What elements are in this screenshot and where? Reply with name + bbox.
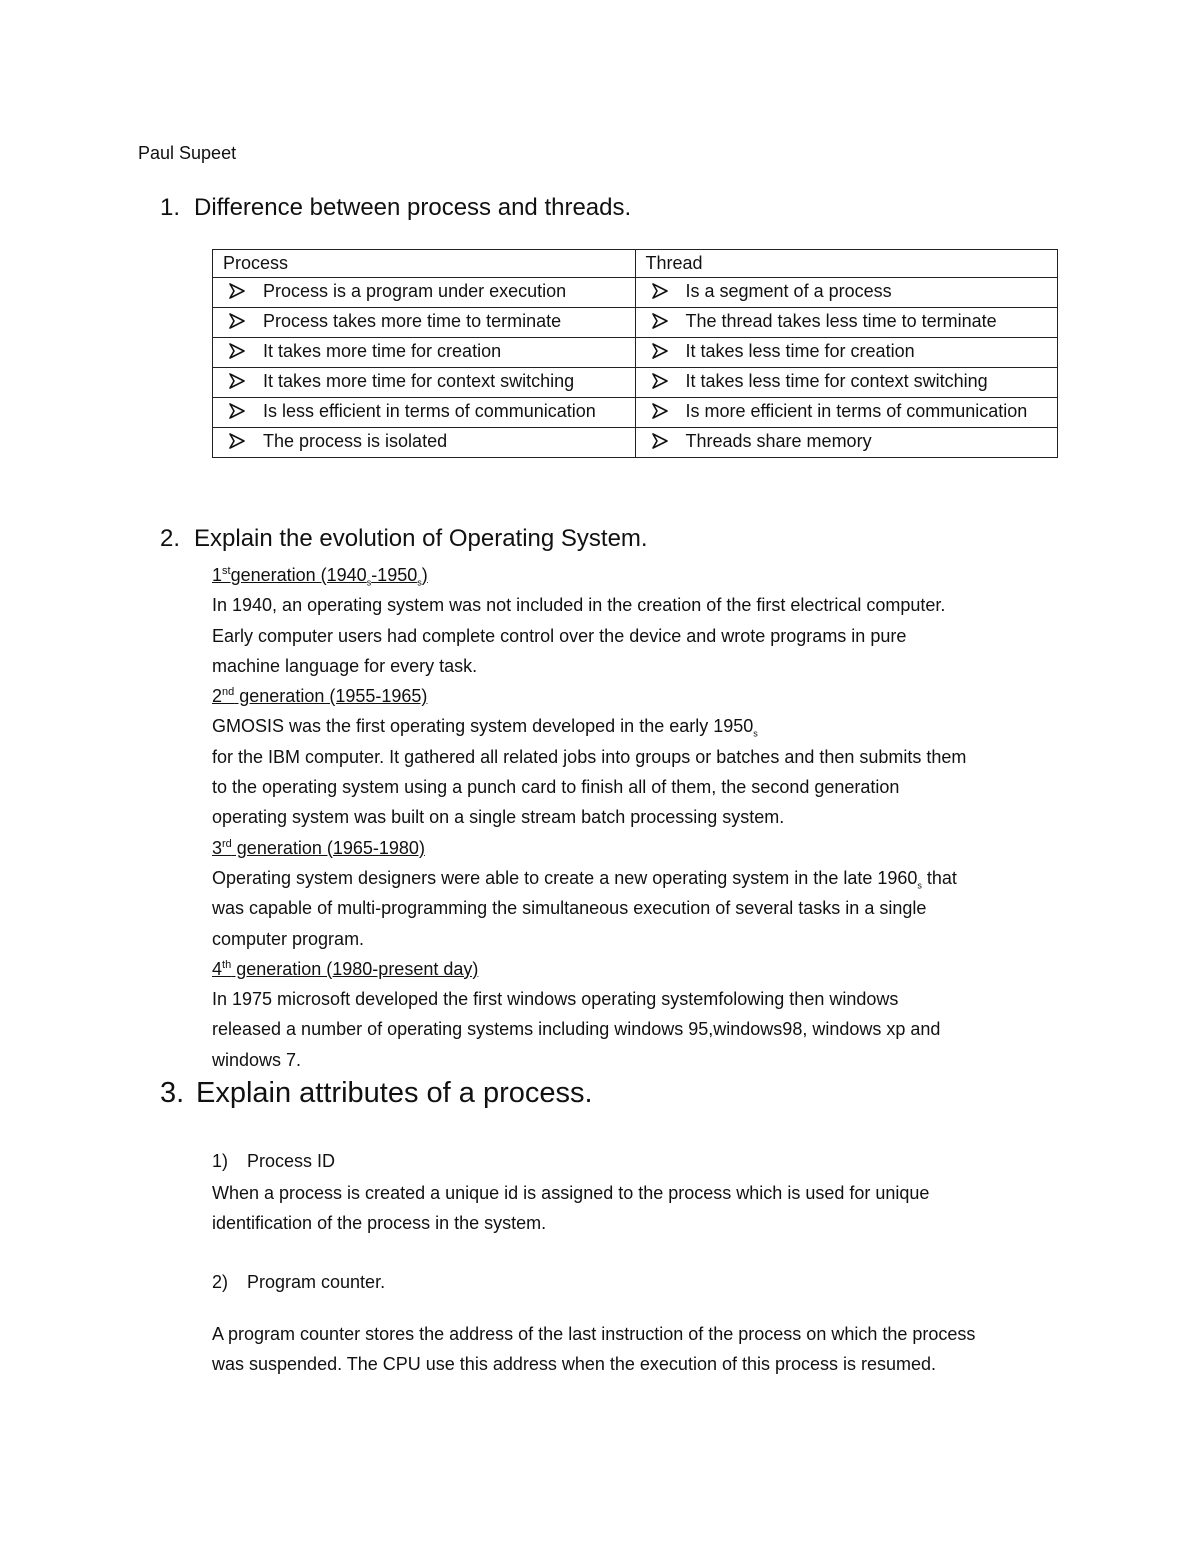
table-row bbox=[213, 308, 1058, 338]
paragraph-line: computer program. bbox=[212, 928, 365, 949]
paragraph-line: A program counter stores the address of the last instruction of the process on which the process bbox=[212, 1324, 976, 1344]
arrow-bullet-icon bbox=[646, 428, 686, 457]
paragraph-line: was capable of multi-programming the simultaneous execution of several tasks in a single bbox=[212, 898, 927, 919]
arrow-bullet-icon bbox=[223, 338, 263, 367]
process-cell bbox=[213, 428, 636, 458]
process-cell bbox=[213, 398, 636, 428]
thread-text: The thread takes less time to terminate bbox=[685, 311, 997, 331]
attribute-number: 2) bbox=[212, 1272, 229, 1292]
thread-cell bbox=[635, 398, 1058, 428]
arrow-bullet-icon bbox=[223, 308, 263, 337]
gen3-first-end: that bbox=[921, 867, 957, 888]
gen3-ordinal: 3 bbox=[212, 837, 223, 858]
table-row bbox=[213, 278, 1058, 308]
gen2-ordinal: 2 bbox=[212, 686, 223, 707]
thread-text: It takes less time for creation bbox=[685, 341, 915, 361]
attribute-item-program-counter bbox=[212, 1272, 385, 1293]
process-text: It takes more time for context switching bbox=[263, 371, 575, 391]
arrow-bullet-icon bbox=[646, 278, 686, 307]
author-name: Paul Supeet bbox=[138, 143, 237, 163]
gen1-sup: st bbox=[222, 565, 231, 577]
arrow-bullet-icon bbox=[223, 278, 263, 307]
q3-title: Explain attributes of a process. bbox=[196, 1077, 593, 1109]
process-text: Is less efficient in terms of communication bbox=[263, 401, 596, 421]
gen4-sup: th bbox=[222, 958, 232, 971]
gen3-heading bbox=[212, 833, 1072, 863]
paragraph-line: In 1940, an operating system was not included in the creation of the first electrical computer. bbox=[212, 595, 946, 616]
gen3-label: generation (1965-1980) bbox=[231, 837, 425, 858]
gen2-label: generation (1955-1965) bbox=[234, 686, 428, 707]
paragraph-line: windows 7. bbox=[212, 1049, 302, 1070]
process-text: Process is a program under execution bbox=[263, 281, 567, 301]
table-row bbox=[213, 338, 1058, 368]
attribute-item-process-id bbox=[212, 1151, 335, 1172]
paragraph-line: released a number of operating systems including windows 95,windows98, windows xp and bbox=[212, 1019, 941, 1040]
gen1-suffix: ) bbox=[421, 565, 428, 585]
arrow-bullet-icon bbox=[646, 398, 686, 427]
thread-cell bbox=[635, 338, 1058, 368]
gen1-mid: -1950 bbox=[371, 565, 418, 585]
process-cell bbox=[213, 338, 636, 368]
process-text: Process takes more time to terminate bbox=[263, 311, 562, 331]
process-cell bbox=[213, 368, 636, 398]
table-row bbox=[213, 428, 1058, 458]
paragraph-line bbox=[212, 863, 1072, 893]
gen3-first-sub: s bbox=[917, 880, 922, 891]
header-process: Process bbox=[213, 250, 636, 278]
gen3-first-line: Operating system designers were able to create a new operating system in the late 1960 bbox=[212, 867, 918, 888]
gen4-ordinal: 4 bbox=[212, 958, 223, 979]
gen2-first-sub: s bbox=[753, 729, 758, 740]
process-cell bbox=[213, 278, 636, 308]
process-text: The process is isolated bbox=[263, 431, 448, 451]
attribute-label: Program counter. bbox=[247, 1272, 386, 1292]
q1-number: 1. bbox=[160, 194, 181, 221]
thread-text: Threads share memory bbox=[685, 431, 872, 451]
gen1-prefix: generation (1940 bbox=[230, 565, 367, 585]
paragraph-line bbox=[212, 711, 1072, 741]
thread-text: Is a segment of a process bbox=[685, 281, 892, 301]
gen4-heading bbox=[212, 954, 1072, 984]
gen1-ordinal: 1 bbox=[212, 565, 223, 585]
os-evolution-section bbox=[212, 560, 1072, 1075]
q2-heading bbox=[160, 525, 648, 553]
q3-heading bbox=[160, 1077, 593, 1110]
paragraph-line: for the IBM computer. It gathered all related jobs into groups or batches and then submits them bbox=[212, 746, 967, 767]
paragraph-line: was suspended. The CPU use this address when the execution of this process is resumed. bbox=[212, 1354, 937, 1375]
paragraph-line: identification of the process in the system. bbox=[212, 1213, 547, 1234]
paragraph-line: to the operating system using a punch card to finish all of them, the second generation bbox=[212, 777, 900, 798]
thread-cell bbox=[635, 278, 1058, 308]
q1-heading bbox=[160, 194, 631, 222]
arrow-bullet-icon bbox=[646, 338, 686, 367]
q2-number: 2. bbox=[160, 525, 181, 552]
arrow-bullet-icon bbox=[223, 428, 263, 457]
table-row bbox=[213, 398, 1058, 428]
q1-title: Difference between process and threads. bbox=[194, 194, 632, 221]
thread-cell bbox=[635, 368, 1058, 398]
gen2-sup: nd bbox=[222, 686, 235, 699]
gen3-sup: rd bbox=[222, 837, 232, 850]
gen1-sub1: s bbox=[366, 577, 372, 588]
thread-cell bbox=[635, 428, 1058, 458]
attribute-label: Process ID bbox=[247, 1151, 336, 1171]
paragraph-line: Early computer users had complete control over the device and wrote programs in pure bbox=[212, 625, 907, 646]
arrow-bullet-icon bbox=[646, 368, 686, 397]
paragraph-line: operating system was built on a single stream batch processing system. bbox=[212, 807, 785, 828]
comparison-table bbox=[212, 249, 1058, 458]
paragraph-line: When a process is created a unique id is assigned to the process which is used for unique bbox=[212, 1183, 930, 1203]
paragraph-line: machine language for every task. bbox=[212, 655, 478, 676]
attribute-description bbox=[212, 1178, 1072, 1239]
q2-title: Explain the evolution of Operating System. bbox=[194, 525, 648, 552]
process-cell bbox=[213, 308, 636, 338]
header-thread: Thread bbox=[635, 250, 1058, 278]
paragraph-line: In 1975 microsoft developed the first windows operating systemfolowing then windows bbox=[212, 989, 899, 1010]
thread-text: Is more efficient in terms of communication bbox=[685, 401, 1028, 421]
gen2-heading bbox=[212, 681, 1072, 711]
thread-text: It takes less time for context switching bbox=[685, 371, 988, 391]
attribute-number: 1) bbox=[212, 1151, 229, 1171]
process-text: It takes more time for creation bbox=[263, 341, 502, 361]
arrow-bullet-icon bbox=[223, 398, 263, 427]
table-header-row bbox=[213, 250, 1058, 278]
attribute-description bbox=[212, 1319, 1072, 1380]
q3-number: 3. bbox=[160, 1077, 185, 1109]
gen1-heading bbox=[212, 560, 1072, 590]
table-row bbox=[213, 368, 1058, 398]
thread-cell bbox=[635, 308, 1058, 338]
arrow-bullet-icon bbox=[646, 308, 686, 337]
arrow-bullet-icon bbox=[223, 368, 263, 397]
gen1-sub2: s bbox=[417, 577, 422, 588]
gen2-first-line: GMOSIS was the first operating system developed in the early 1950 bbox=[212, 716, 754, 737]
gen4-label: generation (1980-present day) bbox=[231, 958, 479, 979]
